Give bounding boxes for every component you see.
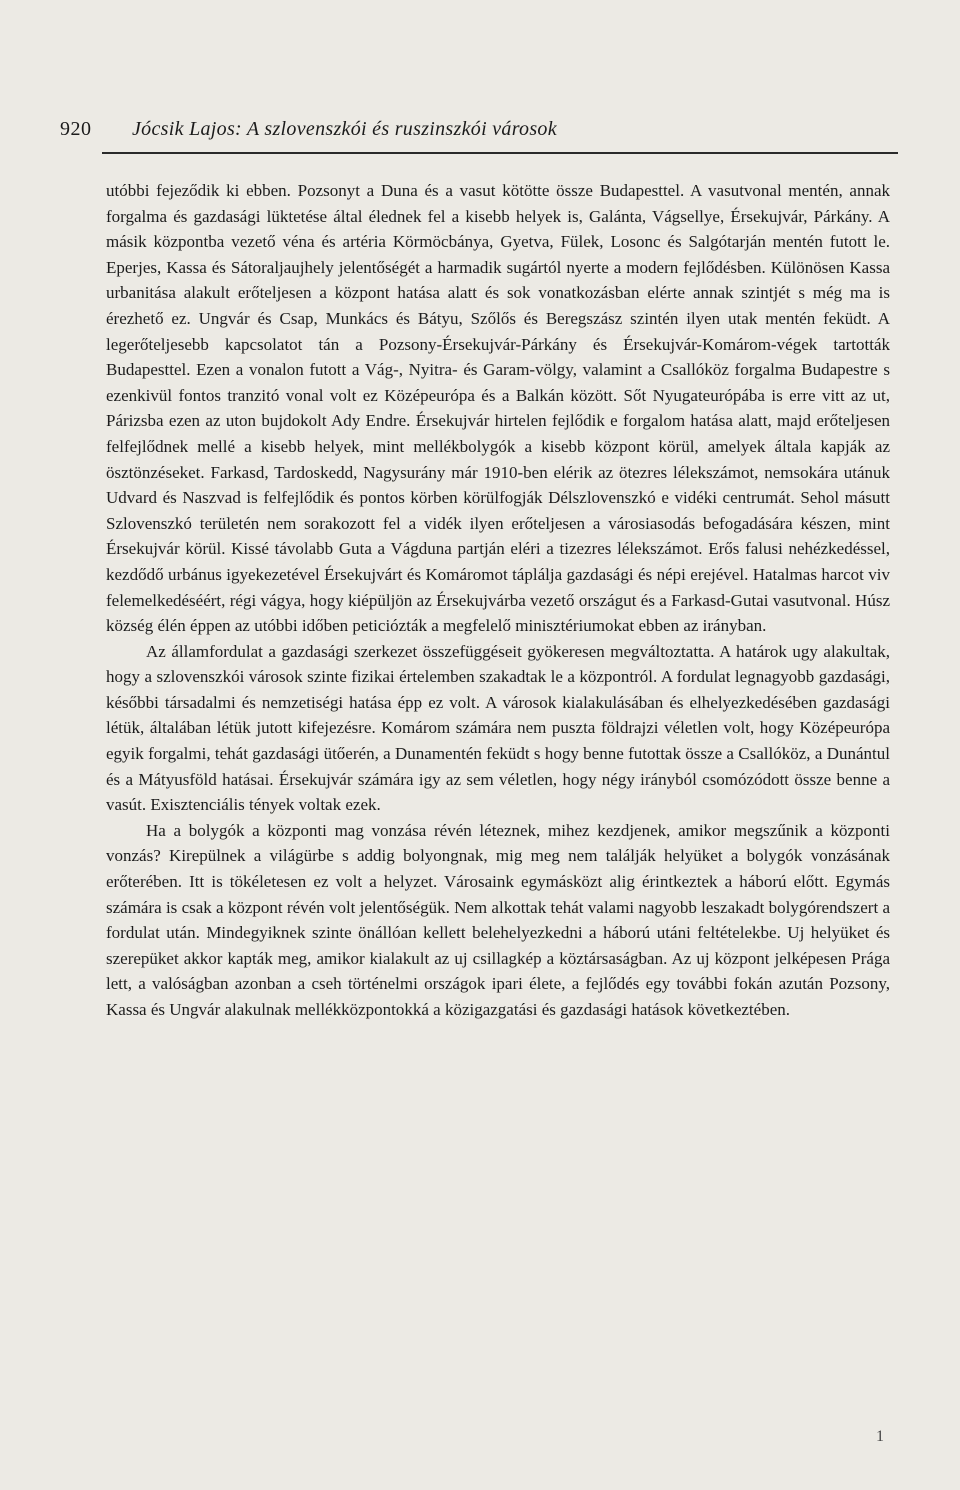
paragraph-3: Ha a bolygók a központi mag vonzása révén léteznek, mihez kezdjenek, amikor megszűnik a központi vonzás? Kirepülnek a világürbe s addig bolyongnak, mig meg nem találják helyüket a bolygók vonzásának erőterében. Itt is tökéletesen ez volt a helyzet. Városaink egymásközt alig érintkeztek a háború előtt. Egymás számára is csak a központ révén volt jelentőségük. Nem alkottak tehát valami nagyobb leszakadt bolygórendszert a fordulat után. Mindegyiknek szinte önállóan kellett belehelyezkedni a háború utáni feltételekbe. Uj helyüket és szerepüket akkor kapták meg, amikor kialakult az uj csillagkép a köztársaságban. Az uj központ jelképesen Prága lett, a valóságban azonban a cseh történelmi országok ipari élete, a fejlődés egy további fokán azután Pozsony, Kassa és Ungvár alakulnak mellékközpontokká a közigazgatási és gazdasági hatások következtében. <box>106 820 890 1019</box>
header-rule <box>102 152 898 154</box>
paragraph-2: Az államfordulat a gazdasági szerkezet összefüggéseit gyökeresen megváltoztatta. A határok ugy alakultak, hogy a szlovenszkói városok szinte fizikai értelemben szakadtak le a központról. A fordulat legnagyobb gazdasági, későbbi társadalmi és nemzetiségi hatása épp ez volt. A városok kialakulásában és elhelyezkedésében gazdasági létük, általában létük jutott kifejezésre. Komárom számára nem puszta földrajzi véletlen volt, hogy Középeurópa egyik forgalmi, tehát gazdasági ütőerén, a Dunamentén feküdt s hogy benne futottak össze a Csallóköz, a Dunántul és a Mátyusföld hatásai. Érsekujvár számára igy az sem véletlen, hogy négy irányból csomózódott össze benne a vasút. Exisztenciális tények voltak ezek. <box>106 641 890 815</box>
page-header <box>60 118 900 152</box>
page-number: 920 <box>60 118 92 140</box>
footer-mark: 1 <box>876 1428 884 1445</box>
paragraph-1: utóbbi fejeződik ki ebben. Pozsonyt a Duna és a vasut kötötte össze Budapesttel. A vasutvonal mentén, annak forgalma és gazdasági lüktetése által élednek fel a kisebb helyek is, Galánta, Vágsellye, Érsekujvár, Párkány. A másik központba vezető véna és artéria Körmöcbánya, Gyetva, Fülek, Losonc és Salgótarján mentén futott le. Eperjes, Kassa és Sátoraljaujhely jelentőségét a harmadik sugártól nyerte a modern fejlődésben. Különösen Kassa urbanitása alakult erőteljesen a központ hatása alatt és sok vonatkozásban elérte annak szintjét s még ma is érezhető ez. Ungvár és Csap, Munkács és Bátyu, Szőlős és Beregszász szintén ilyen utak mentén feküdt. A legerőteljesebb kapcsolatot tán a Pozsony-Érsekujvár-Párkány és Érsekujvár-Komárom-végek tartották Budapesttel. Ezen a vonalon futott a Vág-, Nyitra- és Garam-völgy, valamint a Csallóköz forgalma Budapestre s ezenkivül fontos tranzitó vonal volt ez Középeurópa és a Balkán között. Sőt Nyugateurópába is erre vitt az ut, Párizsba ezen az uton bujdokolt Ady Endre. Érsekujvár hirtelen fejlődik e forgalom hatása alatt, majd erőteljesen felfejlődnek mellé a kisebb helyek, mint mellékbolygók a kisebb központ körül, amelyek általa kapják az ösztönzéseket. Farkasd, Tardoskedd, Nagysurány már 1910-ben elérik az ötezres lélekszámot, nemsokára utánuk Udvard és Naszvad is felfejlődik és pontos körben körülfogják Délszlovenszkó e vidéki centrumát. Sehol másutt Szlovenszkó területén nem sorakozott fel a vidék ilyen erőteljesen a városiasodás befogadására készen, mint Érsekujvár körül. Kissé távolabb Guta a Vágduna partján eléri a tizezres lélekszámot. Erős falusi nehézkedéssel, kezdődő urbánus igyekezetével Érsekujvárt és Komáromot táplálja gazdasági és népi erejével. Hatalmas harcot viv felemelkedéséért, régi vágya, hogy kiépüljön az Érsekujvárba vezető országut és a Farkasd-Gutai vasutvonal. Húsz község élén éppen az utóbbi időben peticiózták a megfelelő minisztériumokat ebben az irányban. <box>106 181 890 636</box>
running-title: Jócsik Lajos: A szlovenszkói és ruszinszkói városok <box>132 118 557 140</box>
body-text <box>106 178 890 1023</box>
